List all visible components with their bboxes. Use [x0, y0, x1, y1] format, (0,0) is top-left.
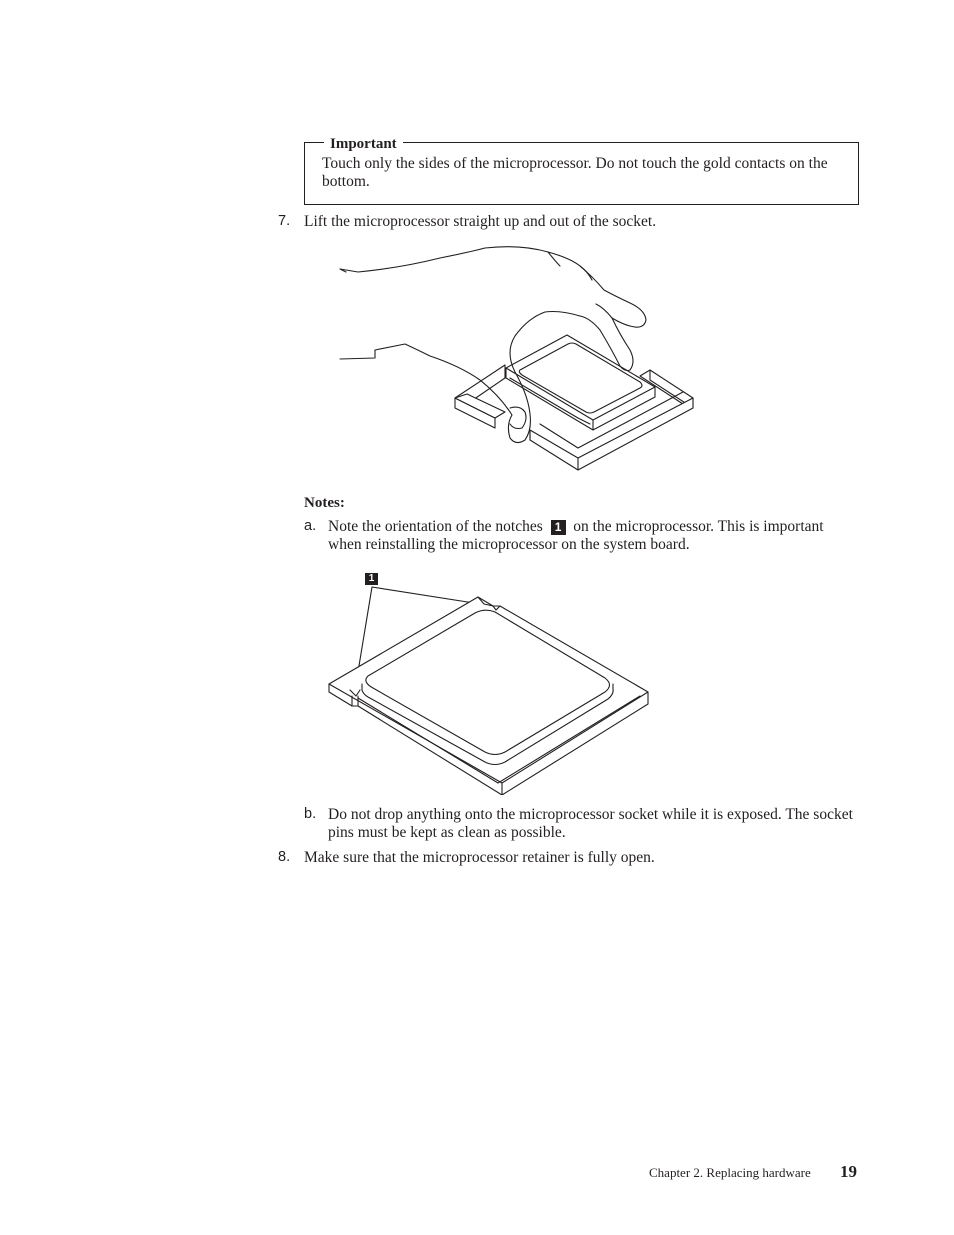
- important-text: Touch only the sides of the microprocessor. Do not touch the gold contacts on the bottom.: [322, 155, 828, 190]
- note-a-letter: a.: [304, 518, 317, 534]
- step-8-number: 8.: [278, 849, 291, 865]
- note-b-text: Do not drop anything onto the microprocessor socket while it is exposed. The socket pins must be kept as clean as possible.: [328, 806, 853, 841]
- page-number: 19: [840, 1162, 857, 1181]
- callout-1-badge: 1: [551, 520, 566, 535]
- note-a-text-before: Note the orientation of the notches: [328, 518, 543, 535]
- important-title: Important: [324, 135, 403, 153]
- step-8-text: Make sure that the microprocessor retainer is fully open.: [304, 849, 655, 866]
- step-7-text: Lift the microprocessor straight up and out of the socket.: [304, 213, 657, 230]
- footer-chapter: Chapter 2. Replacing hardware: [649, 1165, 811, 1180]
- note-a-text: [328, 518, 828, 554]
- microprocessor-notch-illustration: [325, 580, 655, 795]
- figure-callout-1: 1: [365, 573, 378, 585]
- step-7-number: 7.: [278, 213, 291, 229]
- notes-heading: Notes:: [304, 495, 345, 511]
- note-a-text-after: on the microprocessor. This is important when reinstalling the microprocessor on the system board.: [328, 518, 824, 553]
- note-b-letter: b.: [304, 806, 317, 822]
- lift-microprocessor-illustration: [330, 240, 700, 480]
